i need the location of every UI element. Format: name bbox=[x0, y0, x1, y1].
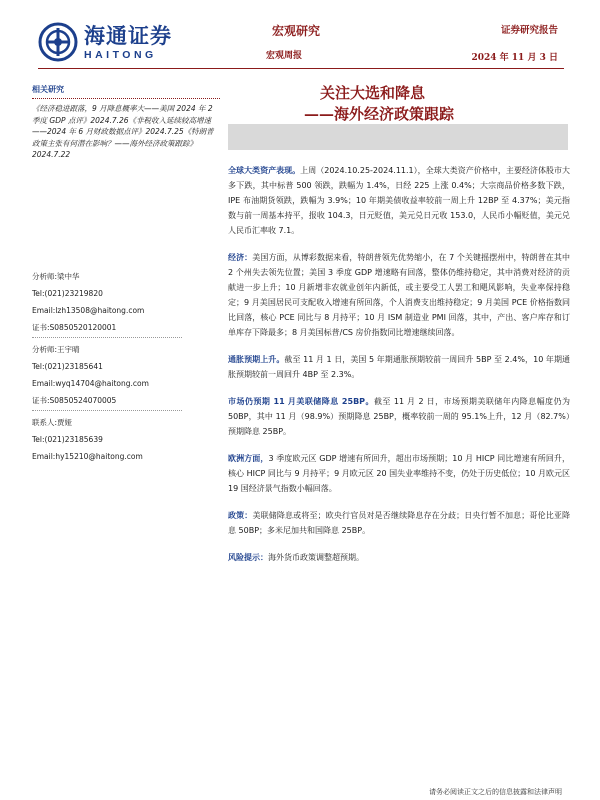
disclaimer-footer: 请务必阅读正文之后的信息披露和法律声明 bbox=[429, 788, 562, 796]
paragraph-lead: 欧洲方面， bbox=[228, 454, 269, 463]
haitong-logo bbox=[38, 22, 172, 62]
analyst-name: 联系人:贾娅 bbox=[32, 418, 73, 427]
analyst-email[interactable]: Email:wyq14704@haitong.com bbox=[32, 379, 149, 388]
analyst-card bbox=[32, 265, 182, 336]
related-heading: 相关研究 bbox=[32, 84, 220, 99]
report-subtype: 宏观周报 bbox=[266, 51, 303, 61]
body-paragraph bbox=[228, 163, 570, 238]
analyst-name: 分析师:王宇晴 bbox=[32, 345, 80, 354]
body-paragraph bbox=[228, 394, 570, 439]
report-title: 关注大选和降息 bbox=[320, 84, 426, 102]
paragraph-lead: 通胀预期上升。 bbox=[228, 355, 285, 364]
paragraph-text: 美国方面，从博彩数据来看，特朗普领先优势缩小，在 7 个关键摇摆州中，特朗普在其中 2 个州失去领先位置；美国 3 季度 GDP 增速略有回落，整体仍维持稳定，其中消费对经济的贡献进一步上升；10 月新增非农就业创年内新低，或主要受工人罢工和飓风影响，失业率保持稳定；9 月美国居民可支配收入增速有所回落，个人消费支出维持稳定；9 月美国 PCE 价格指数同比回落，核心 PCE 同比与 8 月持平；10 月 ISM 制造业 PMI 回落，其中，产出、客户库存和订单库存下降最多；8 月美国标普/CS 房价指数同比增速继续回落。 bbox=[228, 253, 571, 337]
analyst-tel: Tel:(021)23219820 bbox=[32, 289, 103, 298]
analyst-card bbox=[32, 410, 182, 465]
summary-banner bbox=[228, 124, 568, 150]
analyst-email[interactable]: Email:lzh13508@haitong.com bbox=[32, 306, 145, 315]
paragraph-lead: 全球大类资产表现。 bbox=[228, 166, 301, 175]
analyst-cert: 证书:S0850524070005 bbox=[32, 396, 117, 405]
paragraph-text: 海外货币政策调整超预期。 bbox=[268, 553, 364, 562]
report-body bbox=[228, 163, 570, 577]
related-research bbox=[32, 84, 220, 161]
report-subtitle: ——海外经济政策跟踪 bbox=[304, 105, 455, 123]
paragraph-text: 3 季度欧元区 GDP 增速有所回升，超出市场预期；10 月 HICP 同比增速有所回升，核心 HICP 同比与 9 月持平；9 月欧元区 20 国失业率维持不变，仍处于历史低位；10 月欧元区 19 国经济景气指数小幅回落。 bbox=[228, 454, 571, 493]
paragraph-lead: 市场仍预期 11 月美联储降息 25BP。 bbox=[228, 397, 374, 406]
body-paragraph bbox=[228, 250, 570, 340]
paragraph-lead: 风险提示： bbox=[228, 553, 268, 562]
paragraph-text: 上周（2024.10.25-2024.11.1），全球大类资产价格中，主要经济体股市大多下跌，其中标普 500 领跌，跌幅为 1.4%，日经 225 上涨 0.4%；大宗商品价格多数下跌，IPE 布油期货领跌，跌幅为 3.9%；10 年期美债收益率较前一周上升 12BP 至 4.37%；美元指数与前一周基本持平，报收 104.3，日元贬值，美元兑日元收 153.0，人民币小幅贬值，美元兑人民币汇率收 7.1。 bbox=[228, 166, 571, 235]
paragraph-lead: 经济： bbox=[228, 253, 253, 262]
analyst-card bbox=[32, 337, 182, 409]
logo-english-name: HAITONG bbox=[84, 48, 157, 61]
haitong-logo-icon bbox=[38, 22, 78, 62]
analyst-tel: Tel:(021)23185639 bbox=[32, 435, 103, 444]
analyst-list bbox=[32, 265, 182, 465]
logo-chinese-name: 海通证券 bbox=[84, 22, 172, 48]
report-type: 宏观研究 bbox=[272, 24, 321, 38]
analyst-cert: 证书:S0850520120001 bbox=[32, 323, 117, 332]
paragraph-text: 美联储降息或将至；欧央行官员对是否继续降息存在分歧；日央行暂不加息；哥伦比亚降息 50BP；多米尼加共和国降息 25BP。 bbox=[228, 511, 571, 535]
analyst-tel: Tel:(021)23185641 bbox=[32, 362, 103, 371]
header-divider bbox=[38, 68, 564, 69]
body-paragraph bbox=[228, 550, 570, 565]
analyst-email[interactable]: Email:hy15210@haitong.com bbox=[32, 452, 143, 461]
body-paragraph bbox=[228, 508, 570, 538]
body-paragraph bbox=[228, 451, 570, 496]
report-label: 证券研究报告 bbox=[500, 25, 558, 36]
paragraph-lead: 政策： bbox=[228, 511, 253, 520]
related-list: 《经济稳进跟落，9 月降息概率大——美国 2024 年 2 季度 GDP 点评》2024.7.26《非税收入延续较高增速——2024 年 6 月财政数据点评》2024.7.25《特朗普政策主张有何潜在影响？——海外经济政策跟踪》2024.7.22 bbox=[32, 104, 214, 159]
body-paragraph bbox=[228, 352, 570, 382]
paragraph-text: 截至 11 月 2 日，市场预期美联储年内降息幅度仍为 50BP，其中 11 月（98.9%）预期降息 25BP，概率较前一周的 95.1%上升，12 月（82.7%）预期降息 25BP。 bbox=[228, 397, 570, 436]
report-date: 2024 年 11 月 3 日 bbox=[471, 53, 558, 63]
paragraph-text: 截至 11 月 1 日，美国 5 年期通胀预期较前一周回升 5BP 至 2.4%，10 年期通胀预期较前一周回升 4BP 至 2.3%。 bbox=[228, 355, 571, 379]
analyst-name: 分析师:梁中华 bbox=[32, 272, 80, 281]
